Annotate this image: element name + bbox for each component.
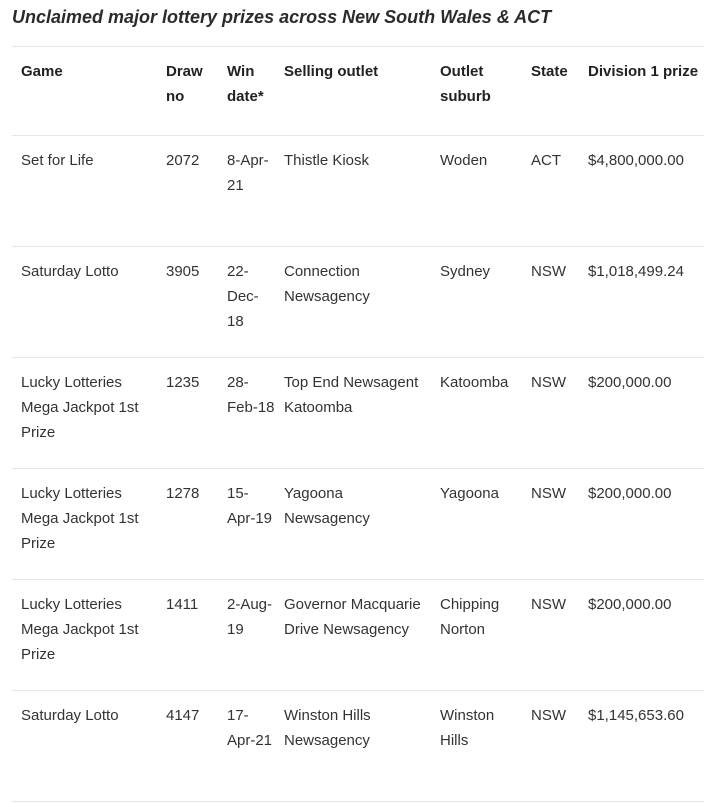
cell-draw-no: 3905: [166, 263, 200, 280]
table-row: [12, 469, 704, 580]
cell-game: Lucky Lotteries Mega Jackpot 1st Prize: [21, 374, 139, 441]
cell-draw-no: 4147: [166, 707, 200, 724]
header-win-date: Win date*: [227, 63, 264, 105]
cell-game: Lucky Lotteries Mega Jackpot 1st Prize: [21, 485, 139, 552]
cell-draw-no: 1278: [166, 485, 200, 502]
cell-prize: $200,000.00: [588, 485, 672, 502]
cell-outlet: Yagoona Newsagency: [284, 485, 370, 527]
cell-outlet: Connection Newsagency: [284, 263, 370, 305]
cell-win-date: 8-Apr-21: [227, 152, 269, 194]
cell-game: Saturday Lotto: [21, 263, 119, 280]
cell-state: NSW: [531, 263, 566, 280]
header-selling-outlet: Selling outlet: [284, 63, 379, 80]
cell-draw-no: 2072: [166, 152, 200, 169]
cell-state: NSW: [531, 374, 566, 391]
cell-game: Set for Life: [21, 152, 94, 169]
table-row: [12, 136, 704, 247]
table-title: Unclaimed major lottery prizes across New South Wales & ACT: [12, 7, 552, 27]
cell-outlet: Governor Macquarie Drive Newsagency: [284, 596, 421, 638]
cell-prize: $200,000.00: [588, 374, 672, 391]
table-row: [12, 247, 704, 358]
cell-win-date: 28-Feb-18: [227, 374, 275, 416]
cell-prize: $1,145,653.60: [588, 707, 684, 724]
cell-prize: $4,800,000.00: [588, 152, 684, 169]
header-state: State: [531, 63, 568, 80]
cell-suburb: Chipping Norton: [440, 596, 500, 638]
cell-draw-no: 1411: [166, 596, 199, 613]
table-body: [12, 136, 704, 802]
cell-win-date: 2-Aug-19: [227, 596, 273, 638]
cell-outlet: Top End Newsagent Katoomba: [284, 374, 419, 416]
cell-suburb: Sydney: [440, 263, 491, 280]
cell-prize: $1,018,499.24: [588, 263, 684, 280]
header-game: Game: [21, 63, 63, 80]
header-draw-no: Draw no: [166, 63, 203, 105]
cell-state: NSW: [531, 707, 566, 724]
cell-win-date: 22-Dec-18: [227, 263, 259, 330]
header-outlet-suburb: Outlet suburb: [440, 63, 491, 105]
table-row: [12, 580, 704, 691]
table-row: [12, 358, 704, 469]
cell-prize: $200,000.00: [588, 596, 672, 613]
cell-outlet: Winston Hills Newsagency: [284, 707, 371, 749]
cell-suburb: Yagoona: [440, 485, 499, 502]
cell-suburb: Winston Hills: [440, 707, 495, 749]
header-row: [12, 47, 704, 136]
cell-suburb: Woden: [440, 152, 488, 169]
cell-state: NSW: [531, 485, 566, 502]
cell-game: Lucky Lotteries Mega Jackpot 1st Prize: [21, 596, 139, 663]
unclaimed-prizes-table: [12, 46, 704, 802]
cell-win-date: 17-Apr-21: [227, 707, 273, 749]
cell-suburb: Katoomba: [440, 374, 509, 391]
table-row: [12, 691, 704, 802]
cell-state: NSW: [531, 596, 566, 613]
table-header: [12, 47, 704, 136]
header-division1-prize: Division 1 prize: [588, 63, 699, 80]
cell-win-date: 15-Apr-19: [227, 485, 273, 527]
cell-game: Saturday Lotto: [21, 707, 119, 724]
cell-state: ACT: [531, 152, 561, 169]
cell-outlet: Thistle Kiosk: [284, 152, 370, 169]
cell-draw-no: 1235: [166, 374, 200, 391]
